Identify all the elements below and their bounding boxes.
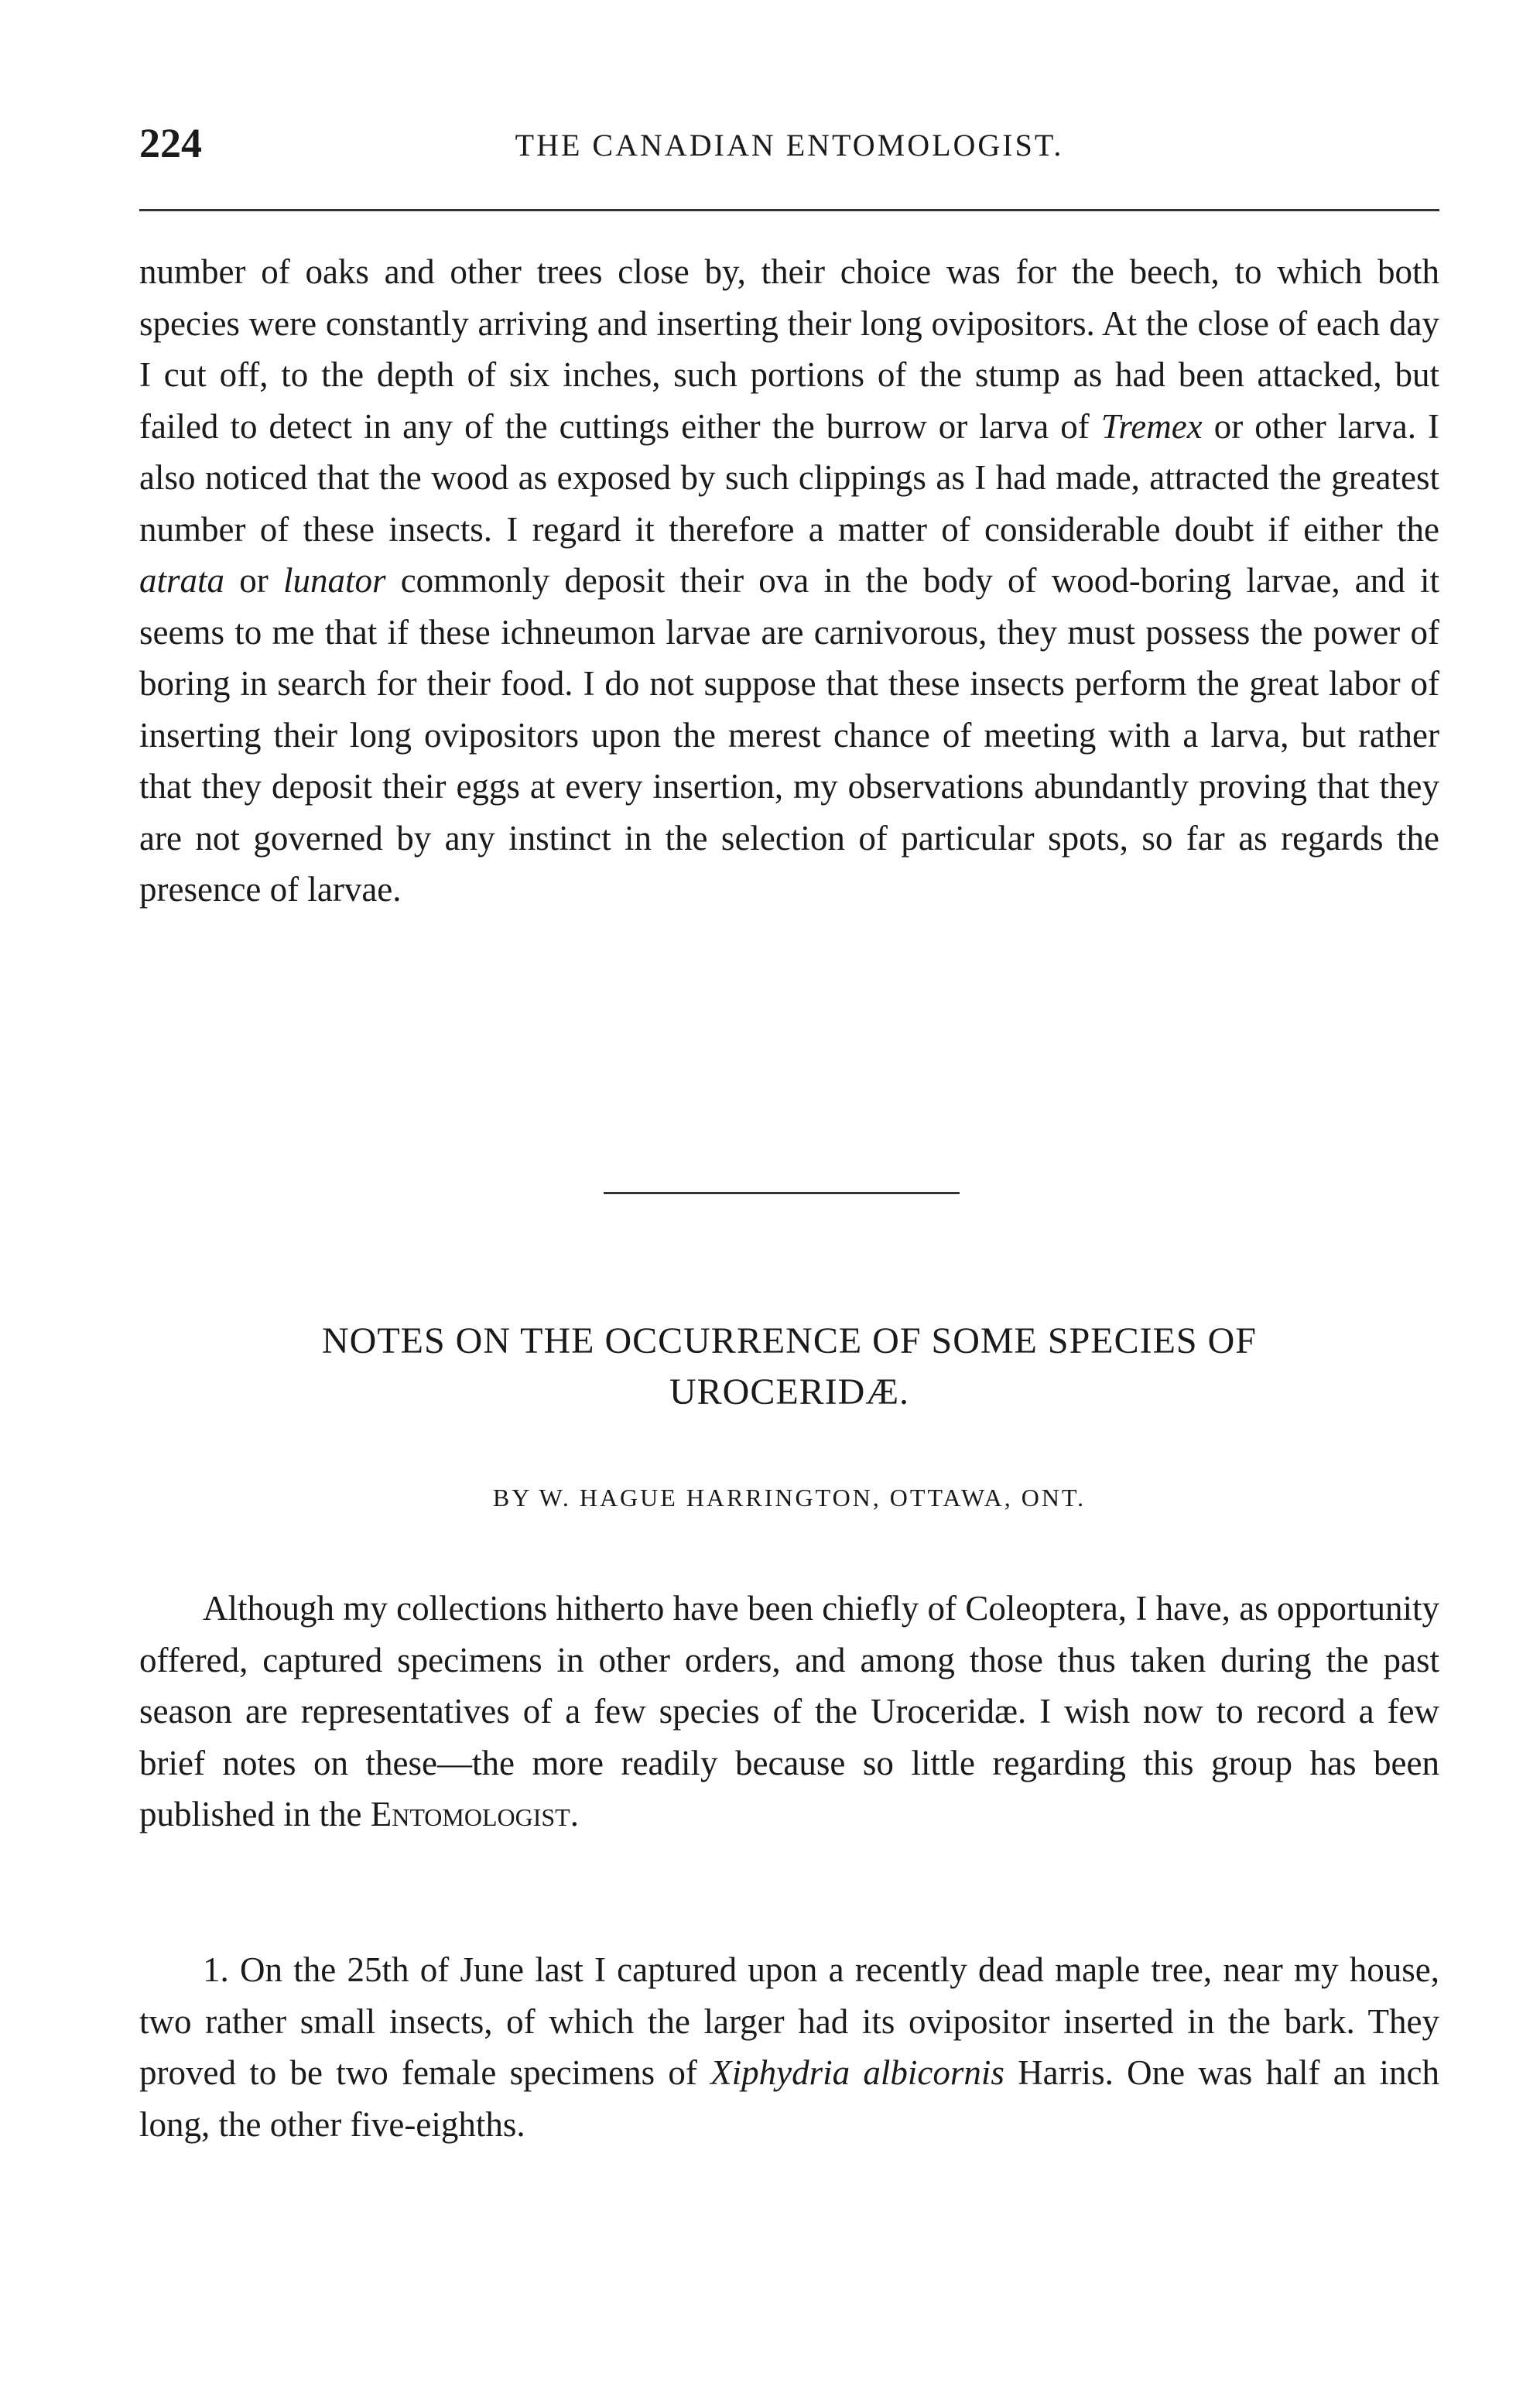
text-run: 1. On the 25th of June last I captured upon a recently dead maple tree, near my house, two rather small insects, of which the larger had its ovipositor inserted in the bark. They proved to be two female specimens of: [139, 1950, 1439, 2092]
paragraph-text: [139, 246, 1439, 916]
intro-paragraph: [139, 1583, 1439, 1840]
article-byline: BY W. HAGUE HARRINGTON, OTTAWA, ONT.: [492, 1484, 1087, 1512]
text-run: Although my collections hitherto have been chiefly of Coleoptera, I have, as opportunity offered, captured specimens in other orders, and among those thus taken during the past season are representatives of a few species of the Uroceridæ. I wish now to record a few brief notes on these—the more readily because so little regarding this group has been published in the: [139, 1589, 1439, 1833]
text-run: commonly deposit their ova in the body of wood-boring larvae, and it seems to me that if these ichneumon larvae are carnivorous, they must possess the power of boring in search for their food. I do not suppose that these insects perform the great labor of inserting their long ovipositors upon the merest chance of meeting with a larva, but rather that they deposit their eggs at every insertion, my observations abundantly proving that they are not governed by any instinct in the selection of particular spots, so far as regards the presence of larvae.: [139, 561, 1439, 909]
article-title: [139, 1316, 1439, 1418]
article-title-line-2: UROCERIDÆ.: [669, 1371, 910, 1412]
article-title-line-1: NOTES ON THE OCCURRENCE OF SOME SPECIES OF: [322, 1320, 1257, 1361]
page-number: 224: [139, 120, 202, 166]
continuation-paragraph: [139, 246, 1439, 916]
text-run: or: [224, 561, 283, 600]
text-run: .: [570, 1795, 579, 1833]
header-rule: [139, 209, 1439, 211]
italic-term: lunator: [282, 561, 386, 600]
italic-term: atrata: [139, 561, 225, 600]
italic-species-name: Xiphydria albicornis: [710, 2053, 1004, 2092]
text-run: or other larva. I also noticed that the wood as exposed by such clippings as I had made, attracted the greatest number of these insects. I regard it therefore a matter of considerable doubt if either the: [139, 406, 1439, 549]
paragraph-text: [139, 1583, 1439, 1840]
numbered-paragraph-1: [139, 1944, 1439, 2150]
paragraph-text: [139, 1944, 1439, 2150]
running-header: [139, 116, 1439, 178]
journal-title: THE CANADIAN ENTOMOLOGIST.: [515, 128, 1064, 163]
text-run: Harris. One was half an inch long, the other five-eighths.: [139, 2053, 1439, 2144]
small-caps-term: Entomologist: [370, 1795, 570, 1833]
text-run: number of oaks and other trees close by, their choice was for the beech, to which both species were constantly arriving and inserting their long ovipositors. At the close of each day I cut off, to the depth of six inches, such portions of the stump as had been attacked, but failed to detect in any of the cuttings either the burrow or larva of: [139, 252, 1439, 446]
italic-term: Tremex: [1100, 406, 1203, 446]
section-divider: [604, 1192, 960, 1194]
